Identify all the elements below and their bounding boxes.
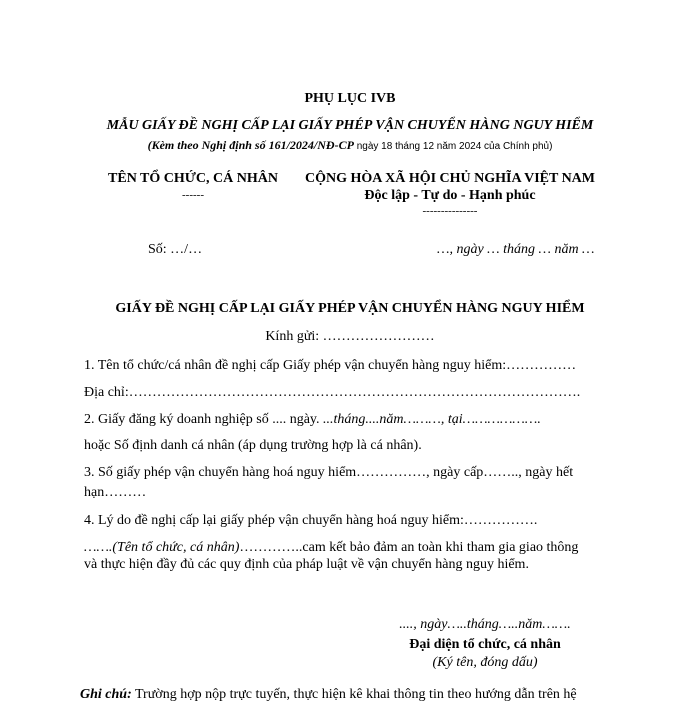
country-name: CỘNG HÒA XÃ HỘI CHỦ NGHĨA VIỆT NAM: [304, 171, 595, 186]
item-4-reason: 4. Lý do đề nghị cấp lại giấy phép vận chuyển hàng hoá nguy hiểm:…………….: [84, 513, 538, 528]
signature-title: Đại diện tổ chức, cá nhân: [409, 637, 561, 652]
national-motto: Độc lập - Tự do - Hạnh phúc: [364, 188, 536, 203]
footnote: [80, 686, 577, 704]
commitment-line-2: và thực hiện đầy đủ các quy định của pháp luật về vận chuyển hàng nguy hiểm.: [84, 557, 529, 572]
appendix-title: PHỤ LỤC IVB: [304, 91, 396, 106]
footnote-label: Ghi chú:: [80, 687, 132, 702]
document-date: …, ngày … tháng … năm …: [437, 242, 595, 257]
document-title: GIẤY ĐỀ NGHỊ CẤP LẠI GIẤY PHÉP VẬN CHUYỂN HÀNG NGUY HIỂM: [115, 301, 585, 316]
decree-reference: [0, 136, 700, 156]
footnote-text: Trường hợp nộp trực tuyến, thực hiện kê khai thông tin theo hướng dẫn trên hệ: [131, 687, 577, 702]
address-line: Địa chỉ:…………………………………………………………………………………….: [84, 385, 581, 400]
item-1-organization-name: 1. Tên tổ chức/cá nhân đề nghị cấp Giấy phép vận chuyển hàng nguy hiểm:……………: [84, 358, 577, 373]
document-number: Số: …/…: [148, 242, 203, 257]
org-name-header: TÊN TỔ CHỨC, CÁ NHÂN: [108, 171, 278, 186]
item-2-personal-id: hoặc Số định danh cá nhân (áp dụng trường hợp là cá nhân).: [84, 438, 422, 453]
commitment-org-placeholder: …….(Tên tổ chức, cá nhân): [84, 540, 240, 555]
item-2-italic: ...tháng....năm………, tại……………….: [319, 412, 541, 427]
item-2-plain: 2. Giấy đăng ký doanh nghiệp số .... ngày.: [84, 412, 320, 427]
signature-note: (Ký tên, đóng dấu): [432, 655, 538, 670]
motto-divider: ---------------: [422, 205, 478, 217]
item-3-expiry: hạn………: [84, 485, 147, 500]
decree-reference-date: ngày 18 tháng 12 năm 2024 của Chính phủ): [353, 141, 553, 152]
recipient-line: Kính gửi: ……………………: [265, 329, 435, 344]
commitment-text: …………..cam kết bảo đảm an toàn khi tham gia giao thông: [239, 540, 579, 555]
item-3-license-number: 3. Số giấy phép vận chuyển hàng hoá nguy hiểm……………, ngày cấp…….., ngày hết: [84, 465, 574, 480]
decree-reference-italic: (Kèm theo Nghị định số 161/2024/NĐ-CP: [147, 138, 354, 152]
signature-date: ...., ngày…..tháng…..năm…….: [399, 617, 571, 632]
form-title: MẪU GIẤY ĐỀ NGHỊ CẤP LẠI GIẤY PHÉP VẬN CHUYỂN HÀNG NGUY HIỂM: [106, 118, 594, 133]
item-2-business-registration: [84, 411, 541, 429]
org-name-divider: ------: [182, 189, 204, 201]
commitment-line-1: [84, 539, 578, 557]
